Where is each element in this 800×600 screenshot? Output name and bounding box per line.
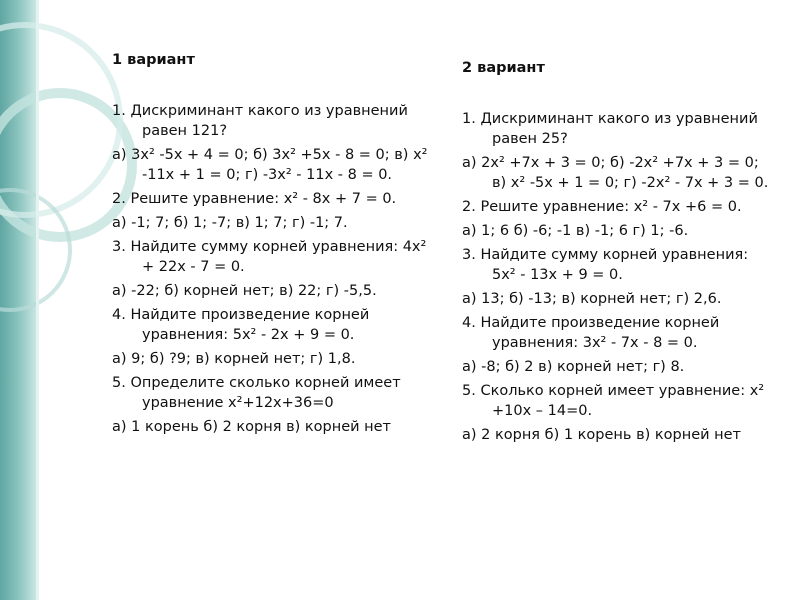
question-2-options: а) -1; 7; б) 1; -7; в) 1; 7; г) -1; 7. bbox=[112, 215, 348, 231]
question-4-options: а) 9; б) ?9; в) корней нет; г) 1,8. bbox=[112, 351, 356, 367]
question-1-options: а) 2x² +7x + 3 = 0; б) -2x² +7x + 3 = 0; в) x² -5x + 1 = 0; г) -2x² - 7x + 3 = 0. bbox=[462, 155, 769, 191]
question-5-text: 5. Определите сколько корней имеет уравнение x²+12x+36=0 bbox=[112, 375, 401, 411]
question-1-text: 1. Дискриминант какого из уравнений равен 121? bbox=[112, 103, 408, 139]
question-4-options: а) -8; б) 2 в) корней нет; г) 8. bbox=[462, 359, 685, 375]
question-5-text: 5. Сколько корней имеет уравнение: x² +10x – 14=0. bbox=[462, 383, 765, 419]
variant-2-column bbox=[462, 58, 774, 449]
question-1-options: а) 3x² -5x + 4 = 0; б) 3x² +5x - 8 = 0; в) x² -11x + 1 = 0; г) -3x² - 11x - 8 = 0. bbox=[112, 147, 428, 183]
question-2-text: 2. Решите уравнение: x² - 8x + 7 = 0. bbox=[112, 191, 397, 207]
question-5-options: а) 1 корень б) 2 корня в) корней нет bbox=[112, 419, 391, 435]
question-4-text: 4. Найдите произведение корней уравнения: 3x² - 7x - 8 = 0. bbox=[462, 315, 720, 351]
question-2-text: 2. Решите уравнение: x² - 7x +6 = 0. bbox=[462, 199, 742, 215]
variant-1-title: 1 вариант bbox=[112, 52, 195, 68]
variant-1-column bbox=[112, 50, 430, 441]
question-3-options: а) 13; б) -13; в) корней нет; г) 2,6. bbox=[462, 291, 722, 307]
question-2-options: а) 1; 6 б) -6; -1 в) -1; 6 г) 1; -6. bbox=[462, 223, 689, 239]
question-1-text: 1. Дискриминант какого из уравнений равен 25? bbox=[462, 111, 758, 147]
variant-2-title: 2 вариант bbox=[462, 60, 545, 76]
question-5-options: а) 2 корня б) 1 корень в) корней нет bbox=[462, 427, 741, 443]
question-3-options: а) -22; б) корней нет; в) 22; г) -5,5. bbox=[112, 283, 377, 299]
question-3-text: 3. Найдите сумму корней уравнения: 5x² - 13x + 9 = 0. bbox=[462, 247, 749, 283]
question-3-text: 3. Найдите сумму корней уравнения: 4x² + 22x - 7 = 0. bbox=[112, 239, 427, 275]
question-4-text: 4. Найдите произведение корней уравнения: 5x² - 2x + 9 = 0. bbox=[112, 307, 370, 343]
